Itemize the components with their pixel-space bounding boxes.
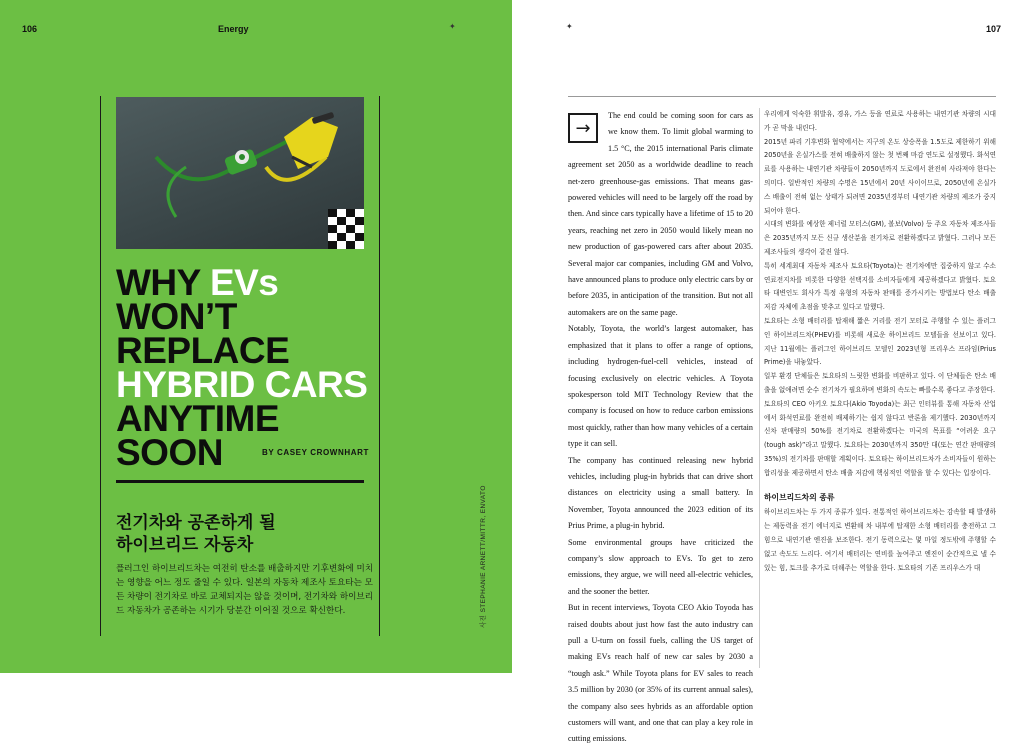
korean-paragraph: 특히 세계최대 자동차 제조사 토요타(Toyota)는 전기차에만 집중하지 않고 수소연료전지차를 비롯한 다양한 선택지를 소비자들에게 제공하겠다고 밝혔다. 토요타 대변인도 회사가 특정 유형의 자동차 판매를 증가시키는 방법보다 탄소 배출 저감 자체에 초점을 맞추고 있다고 말했다.: [764, 261, 996, 312]
ev-plug-icon: [224, 148, 258, 175]
ev-cable-2: [168, 167, 186, 217]
left-column-rule: [100, 96, 101, 636]
headline-line1-a: WHY: [116, 262, 210, 303]
arrow-right-icon: →: [568, 113, 598, 143]
byline: BY CASEY CROWNHART: [262, 448, 369, 457]
arrow-float-spacer: [568, 108, 608, 141]
headline-line5: ANYTIME: [116, 398, 279, 439]
magazine-mark-icon: ✦: [449, 22, 456, 31]
korean-paragraph: 우리에게 익숙한 휘발유, 경유, 가스 등을 연료로 사용하는 내연기관 차량의 시대가 곧 막을 내린다.: [764, 110, 996, 132]
hero-svg: [116, 97, 364, 249]
korean-dek: 플러그인 하이브리드차는 여전히 탄소를 배출하지만 기후변화에 미치는 영향을 어느 정도 줄일 수 있다. 일본의 자동차 제조사 토요타는 모든 차량이 전기차로 바로 교체되지는 않을 것이며, 전기차와 하이브리드 자동차가 공존하는 시기가 당분간 이어질 것으로 확신한다.: [116, 564, 374, 616]
english-paragraph: Some environmental groups have criticized the company’s slow approach to EVs. To get to zero emissions, they argue, we will need all-electric vehicles, and the sooner the better.: [568, 537, 753, 596]
english-paragraph: Notably, Toyota, the world’s largest automaker, has emphasized that it plans to offer a range of options, including hydrogen-fuel-cell vehicles, instead of focusing exclusively on electric vehicles. A Toyota spokesperson told MIT Technology Review that the company is focused on how to reduce carbon emissions most quickly, rather than how many vehicles of a certain type it can sell.: [568, 324, 753, 449]
english-paragraph: The end could be coming soon for cars as we know them. To limit global warming to 1.5 °C, the 2015 international Paris climate agreement set 2050 as a worldwide deadline to reach net-zero greenhouse-gas emissions. That means gas-powered vehicles will need to be largely off the road by then. And since cars typically have a lifetime of 15 to 20 years, reaching net zero in 2050 would likely mean no new production of gas-powered cars after about 2035. Several major car companies, including GM and Volvo, have announced plans to produce only electric cars by or before 2035, in anticipation of the transition. But not all automakers are on the same page.: [568, 111, 753, 317]
headline-line6: SOON: [116, 432, 223, 473]
column-divider: [759, 108, 760, 668]
headline-line4: HYBRID CARS: [116, 364, 368, 405]
korean-paragraph: 일부 환경 단체들은 토요타의 느릿한 변화를 비판하고 있다. 이 단체들은 탄소 배출을 없애려면 순수 전기차가 필요하며 변화의 속도는 빠를수록 좋다고 주장한다.: [764, 372, 996, 394]
headline-line3: REPLACE: [116, 330, 290, 371]
korean-paragraph: 토요타의 CEO 아키오 토요다(Akio Toyoda)는 최근 인터뷰를 통해 자동차 산업에서 화석연료를 완전히 배제하기는 쉽지 않다고 반론을 제기했다. 2030년까지 신차 판매량의 50%를 전기차로 전환하겠다는 미국의 목표를 “어려운 요구(tough ask)”라고 말했다. 토요타는 2030년까지 350만 대(또는 연간 판매량의 35%)의 전기차를 판매할 계획이다. 토요타는 하이브리드차가 소비자들이 원하는 합리성을 제공하면서 탄소 배출 저감에 핵심적인 역할을 할 수 있다는 입장이다.: [764, 399, 996, 477]
headline-rule: [116, 480, 364, 483]
korean-title: [116, 512, 376, 556]
top-rule: [568, 96, 996, 97]
english-paragraph: But in recent interviews, Toyota CEO Akio Toyoda has raised doubts about just how fast the auto industry can pull a U-turn on fossil fuels, calling the US target of making EVs reach half of new car sales by 2030 a “tough ask.” While Toyota plans for EV sales to reach 3.5 million by 2030 (or 35% of its current annual sales), the company also sees hybrids as an affordable option customers will want, and one that can play a key role in cutting emissions.: [568, 603, 753, 744]
fuel-nozzle-icon: [284, 112, 338, 169]
left-page: [0, 0, 512, 673]
page-number-right: 107: [986, 24, 1002, 34]
page-number-left: 106: [22, 24, 38, 34]
korean-paragraph: 하이브리드차는 두 가지 종류가 있다. 전통적인 하이브리드차는 감속할 때 발생하는 제동력을 전기 에너지로 변환해 차 내부에 탑재한 소형 배터리를 충전하고 그 힘으로 내연기관 엔진을 보조한다. 전기 동력으로는 몇 마일 정도밖에 주행할 수 없고 속도도 느리다. 여기서 배터리는 연비를 높여주고 엔진이 순간적으로 낼 수 있는 힘, 토크를 추가로 더해주는 역할을 한다. 토요타의 기존 프리우스가 대: [764, 508, 996, 572]
korean-title-line2: 하이브리드 자동차: [116, 535, 254, 555]
headline-line1-b: EVs: [209, 262, 279, 303]
checkered-flag-icon: [328, 209, 364, 249]
photo-credit: 사진 STEPHANIE ARNETT/MITTR, ENVATO: [480, 485, 487, 628]
korean-column: [764, 108, 996, 575]
korean-paragraph: 2015년 파리 기후변화 협약에서는 지구의 온도 상승폭을 1.5도로 제한하기 위해 2050년을 온실가스를 전혀 배출하지 않는 첫 번째 마감 연도로 설정했다. 화석연료를 사용하는 내연기관 차량들이 2050년까지 도로에서 완전히 사라져야 한다는 의미다. 일반적인 차량의 수명은 15년에서 20년 사이이므로, 2050년에 온실가스 배출이 전혀 없는 상태가 되려면 2035년경부터 내연기관 차량의 제조가 중지되어야 한다.: [764, 137, 996, 215]
english-column: [568, 108, 753, 748]
section-label: Energy: [218, 24, 249, 34]
headline: [116, 262, 386, 473]
english-paragraph: The company has continued releasing new hybrid vehicles, including plug-in hybrids that can drive short distances on electricity using a small battery. In November, Toyota announced the 2023 edition of its Prius Prime, a plug-in hybrid.: [568, 455, 753, 531]
headline-line2: WON’T: [116, 296, 237, 337]
hero-illustration: [116, 97, 364, 249]
magazine-mark-icon-right: ✦: [566, 22, 573, 31]
korean-title-line1: 전기차와 공존하게 될: [116, 513, 276, 533]
korean-paragraph: 시대의 변화를 예상한 제너럴 모터스(GM), 볼보(Volvo) 등 주요 자동차 제조사들은 2035년까지 모든 신규 생산분을 전기차로 전환하겠다고 밝혔다. 그러나 모든 제조사들의 생각이 같진 않다.: [764, 220, 996, 256]
korean-paragraph: 토요타는 소형 배터리를 탑재해 짧은 거리를 전기 모터로 주행할 수 있는 플러그인 하이브리드차(PHEV)를 비롯해 새로운 하이브리드 모델들을 선보이고 있다. 지난 11월에는 플러그인 하이브리드 모델인 2023년형 프리우스 프라임(Prius Prime)을 내놓았다.: [764, 316, 996, 367]
korean-subhead: 하이브리드차의 종류: [764, 492, 835, 502]
